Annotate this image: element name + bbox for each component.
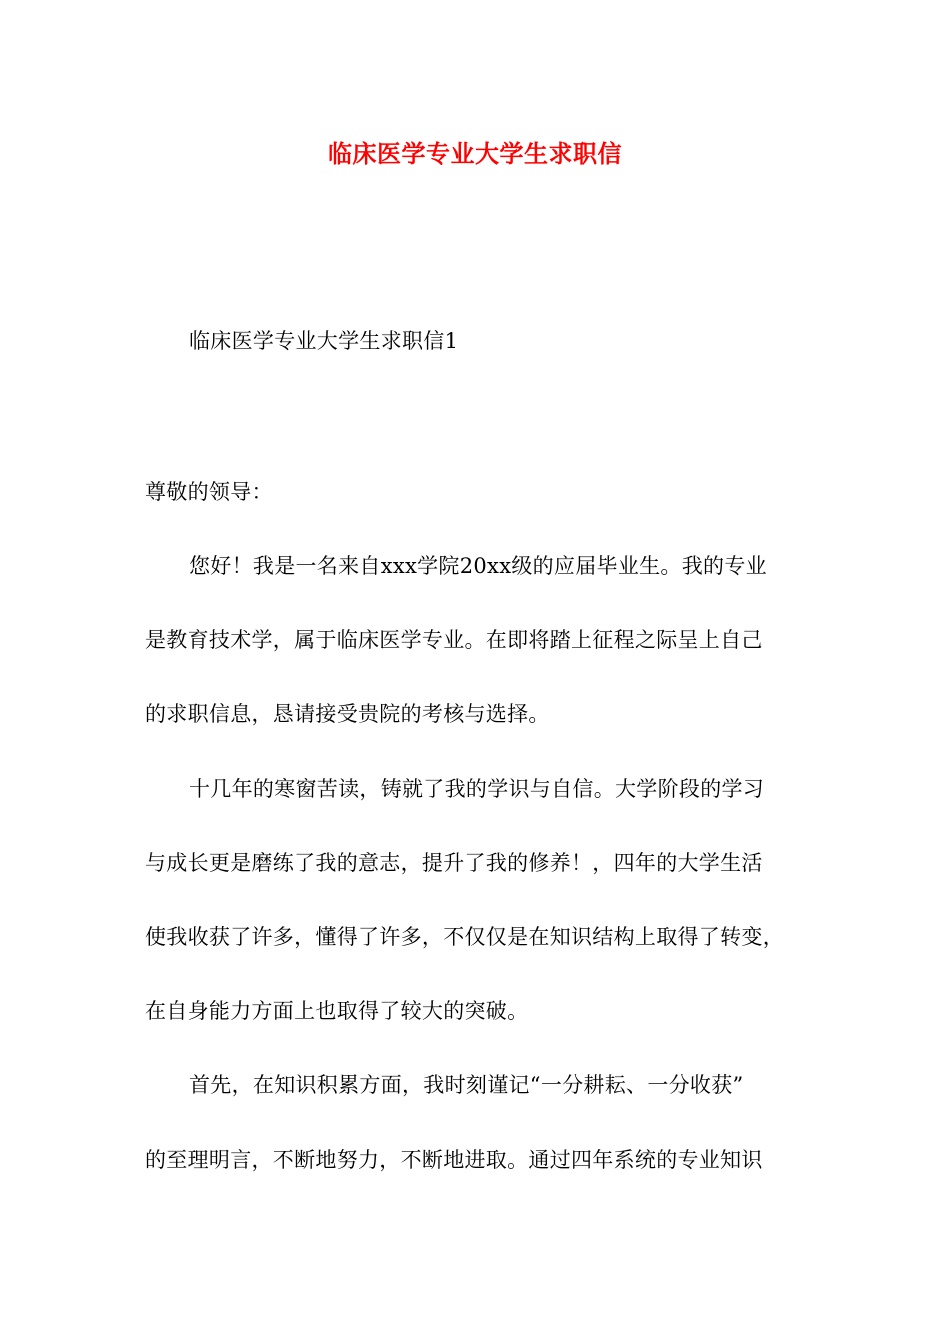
paragraph-line: 您好！我是一名来自xxx学院20xx级的应届毕业生。我的专业 — [189, 554, 767, 578]
paragraph-line: 在自身能力方面上也取得了较大的突破。 — [145, 999, 529, 1023]
salutation: 尊敬的领导： — [145, 480, 273, 504]
paragraph-line: 十几年的寒窗苦读，铸就了我的学识与自信。大学阶段的学习 — [189, 777, 765, 801]
document-title: 临床医学专业大学生求职信 — [328, 139, 622, 168]
paragraph-line: 首先，在知识积累方面，我时刻谨记“一分耕耘、一分收获” — [189, 1073, 744, 1097]
paragraph-line: 是教育技术学，属于临床医学专业。在即将踏上征程之际呈上自己 — [145, 628, 763, 652]
paragraph-line: 的至理明言，不断地努力，不断地进取。通过四年系统的专业知识 — [145, 1148, 763, 1172]
paragraph-line: 的求职信息，恳请接受贵院的考核与选择。 — [145, 702, 550, 726]
section-heading: 临床医学专业大学生求职信1 — [189, 329, 459, 353]
paragraph-line: 使我收获了许多，懂得了许多，不仅仅是在知识结构上取得了转变， — [145, 925, 784, 949]
paragraph-line: 与成长更是磨练了我的意志，提升了我的修养！，四年的大学生活 — [145, 851, 763, 875]
